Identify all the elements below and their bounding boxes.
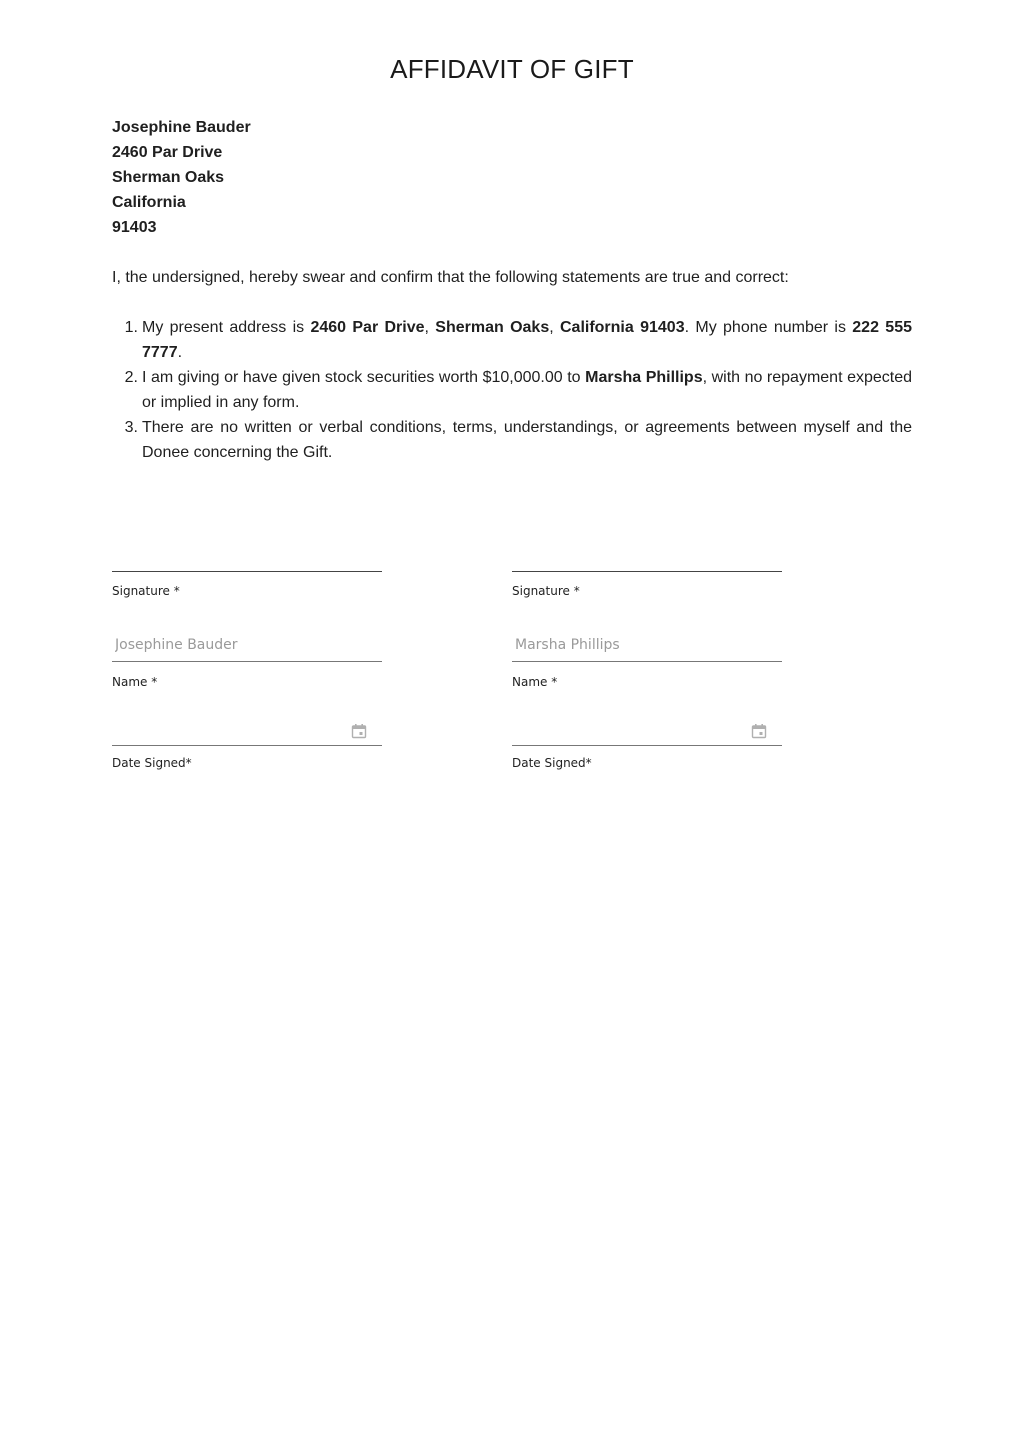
statement-number: 3. [124,419,138,436]
signature-label: Signature * [112,584,180,598]
date-field[interactable] [512,712,782,746]
signature-line[interactable] [512,571,782,572]
statement-item: 1. My present address is 2460 Par Drive, Sherman Oaks, California 91403. My phone number is 222 555 7777. [112,315,912,365]
signature-line[interactable] [112,571,382,572]
signature-label: Signature * [512,584,580,598]
statement-number: 1. [124,319,138,336]
date-input[interactable] [112,712,345,744]
address-zip: 91403 [640,319,685,336]
affiant-address-block [112,115,251,240]
affiant-name: Josephine Bauder [112,119,251,136]
statement-item: 2. I am giving or have given stock securities worth $10,000.00 to Marsha Phillips, with no repayment expected or implied in any form. [112,365,912,415]
name-field[interactable] [112,628,382,662]
calendar-icon[interactable] [351,723,367,739]
address-state: California [559,319,634,336]
oath-intro: I, the undersigned, hereby swear and confirm that the following statements are true and correct: [112,269,789,286]
phone-number: 222 555 7777 [142,319,912,361]
name-field[interactable] [512,628,782,662]
affiant-street: 2460 Par Drive [112,144,223,161]
date-signed-label: Date Signed* [512,756,592,770]
address-street: 2460 Par Drive [310,319,425,336]
name-label: Name * [512,675,558,689]
name-label: Name * [112,675,158,689]
date-signed-label: Date Signed* [112,756,192,770]
statement-list [112,315,912,465]
statement-item: 3. There are no written or verbal conditions, terms, understandings, or agreements between myself and the Donee concerning the Gift. [112,415,912,465]
affiant-city: Sherman Oaks [112,169,225,186]
calendar-icon[interactable] [751,723,767,739]
date-field[interactable] [112,712,382,746]
address-city: Sherman Oaks [435,319,550,336]
statement-number: 2. [124,369,138,386]
affiant-zip: 91403 [112,219,157,236]
date-input[interactable] [512,712,745,744]
document-title: AFFIDAVIT OF GIFT [390,54,634,84]
donee-name: Marsha Phillips [585,369,703,386]
affiant-state: California [112,194,186,211]
